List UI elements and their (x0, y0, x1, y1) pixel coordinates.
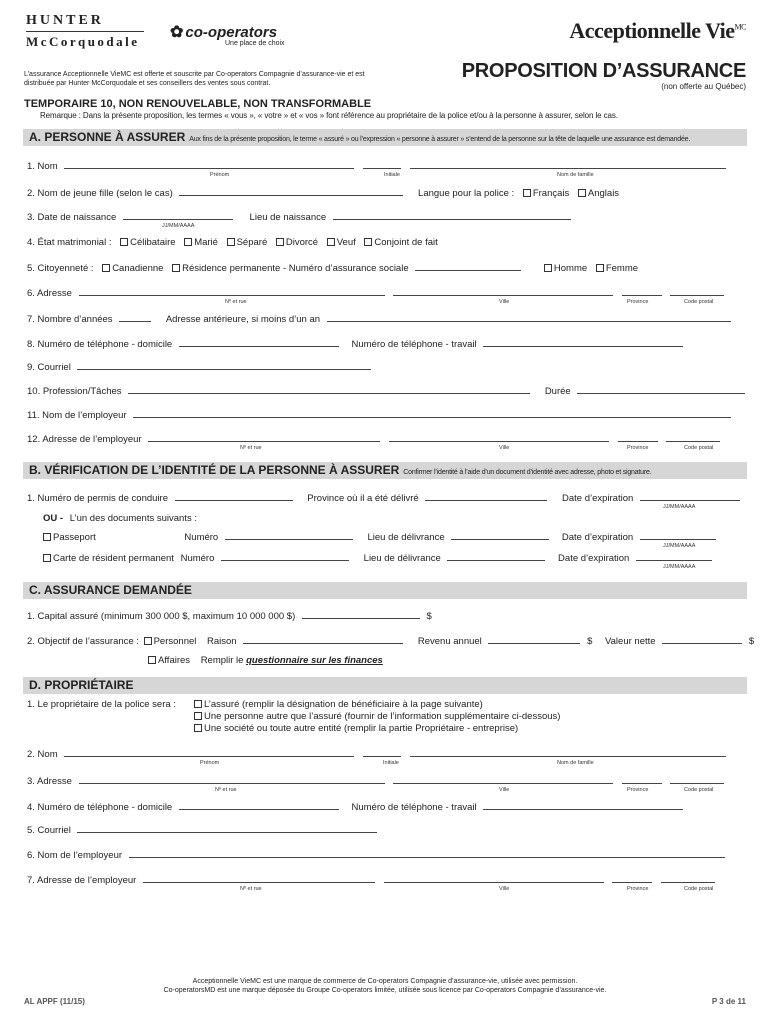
c-row-business (142, 655, 746, 666)
a-years-label: 7. Nombre d’années (27, 314, 113, 325)
caption-province: Province (627, 299, 649, 305)
section-b-note: Confirmer l’identité à l’aide d’un document d’identité avec adresse, photo et signature. (403, 469, 652, 476)
a-citizenship-label: 5. Citoyenneté : (27, 263, 94, 274)
a-initiale-field[interactable] (363, 160, 401, 169)
a-row-profession (27, 385, 746, 397)
b-passport-num-label: Numéro (184, 532, 219, 543)
a-duree-label: Durée (544, 386, 571, 397)
section-c-header (23, 582, 747, 599)
caption-ville: Ville (499, 445, 510, 451)
not-quebec-note: (non offerte au Québec) (661, 82, 746, 91)
a-birthplace-label: Lieu de naissance (249, 212, 327, 223)
caption-prenom: Prénom (200, 760, 220, 766)
b-province-field[interactable] (425, 492, 547, 501)
d-name-label: 2. Nom (27, 749, 58, 760)
a-residence-label: Résidence permanente - Numéro d’assurance sociale (182, 263, 409, 274)
brand-title (569, 18, 746, 44)
caption-nom-famille: Nom de famille (557, 172, 594, 178)
d-postal-field[interactable] (670, 775, 724, 784)
a-divorce-label: Divorcé (285, 237, 319, 248)
section-a-note: Aux fins de la présente proposition, le terme « assuré » ou l’expression « personne à assurer » s’entend de la personne sur la tête de laquelle une assurance est demandée. (189, 136, 691, 143)
d-row-name (27, 748, 746, 766)
caption-postal: Code postal (684, 886, 714, 892)
b-license-field[interactable] (175, 492, 293, 501)
caption-prenom: Prénom (210, 172, 230, 178)
b-pr-card-label: Carte de résident permanent (53, 553, 174, 564)
a-emp-province-field[interactable] (618, 433, 658, 442)
b-row-pr-card (37, 552, 746, 570)
d-emp-street-field[interactable] (143, 874, 375, 883)
a-city-field[interactable] (393, 287, 613, 296)
a-marie-checkbox[interactable] (184, 238, 192, 246)
a-employer-field[interactable] (133, 409, 731, 418)
a-home-phone-field[interactable] (179, 338, 339, 347)
d-opt3-row (188, 723, 746, 734)
c-reason-label: Raison (207, 636, 237, 647)
d-opt1-checkbox[interactable] (194, 700, 202, 708)
hm-logo-line2: McCorquodale (26, 34, 140, 49)
b-pr-exp-label: Date d’expiration (558, 553, 630, 564)
a-address-label: 6. Adresse (27, 288, 72, 299)
d-city-field[interactable] (393, 775, 613, 784)
caption-date: JJ/MM/AAAA (663, 543, 696, 549)
c-row-objective (27, 635, 755, 647)
c-capital-label: 1. Capital assuré (minimum 300 000 $, maximum 10 000 000 $) (27, 611, 296, 622)
section-d-title: D. PROPRIÉTAIRE (29, 678, 134, 692)
d-province-field[interactable] (622, 775, 662, 784)
b-province-label: Province où il a été délivré (307, 493, 419, 504)
d-opt3-label: Une société ou toute autre entité (remplir la partie Propriétaire - entreprise) (204, 723, 519, 734)
d-address-label: 3. Adresse (27, 776, 72, 787)
a-email-label: 9. Courriel (27, 362, 71, 373)
b-pr-num-field[interactable] (221, 552, 349, 561)
a-prev-address-field[interactable] (327, 313, 731, 322)
a-femme-checkbox[interactable] (596, 264, 604, 272)
a-canadienne-checkbox[interactable] (102, 264, 110, 272)
c-remplir-label: Remplir le (200, 655, 244, 666)
caption-ville: Ville (499, 299, 510, 305)
a-row-address (27, 287, 746, 305)
a-emp-postal-field[interactable] (666, 433, 720, 442)
b-or-label: OU - (43, 513, 64, 524)
a-duree-field[interactable] (577, 385, 745, 394)
a-row-employer-address (27, 433, 746, 451)
b-passport-exp-label: Date d’expiration (561, 532, 634, 543)
a-birthdate-field[interactable] (123, 211, 233, 220)
a-francais-label: Français (532, 188, 570, 199)
a-residence-checkbox[interactable] (172, 264, 180, 272)
co-operators-logo (170, 22, 285, 47)
d-opt2-row (188, 711, 746, 722)
d-employer-address-label: 7. Adresse de l’employeur (27, 875, 137, 886)
caption-ville: Ville (499, 886, 510, 892)
section-a-title: A. PERSONNE À ASSURER (29, 130, 186, 144)
a-work-phone-field[interactable] (483, 338, 683, 347)
caption-nom-famille: Nom de famille (557, 760, 594, 766)
a-homme-label: Homme (553, 263, 588, 274)
a-row-marital (27, 237, 746, 248)
b-pr-exp-field[interactable] (636, 552, 712, 561)
b-or-text: L’un des documents suivants : (69, 513, 197, 524)
caption-initiale: Initiale (383, 760, 399, 766)
b-pr-card-checkbox[interactable] (43, 554, 51, 562)
a-conjoint-checkbox[interactable] (364, 238, 372, 246)
d-owner-label: 1. Le propriétaire de la police sera : (27, 699, 176, 710)
a-profession-label: 10. Profession/Tâches (27, 386, 122, 397)
a-row-citizenship (27, 262, 746, 274)
a-anglais-checkbox[interactable] (578, 189, 586, 197)
c-capital-field[interactable] (302, 610, 420, 619)
form-code: AL APPF (11/15) (24, 997, 85, 1006)
c-networth-label: Valeur nette (605, 636, 656, 647)
d-emp-province-field[interactable] (612, 874, 652, 883)
a-emp-street-field[interactable] (148, 433, 380, 442)
a-veuf-checkbox[interactable] (327, 238, 335, 246)
section-b-title: B. VÉRIFICATION DE L’IDENTITÉ DE LA PERSONNE À ASSURER (29, 463, 400, 477)
c-reason-field[interactable] (243, 635, 403, 644)
b-passport-place-label: Lieu de délivrance (367, 532, 445, 543)
caption-date: JJ/MM/AAAA (162, 223, 195, 229)
a-province-field[interactable] (622, 287, 662, 296)
d-prenom-field[interactable] (64, 748, 354, 757)
section-d-header (23, 677, 747, 694)
c-networth-field[interactable] (662, 635, 742, 644)
b-pr-place-field[interactable] (447, 552, 545, 561)
product-title: TEMPORAIRE 10, NON RENOUVELABLE, NON TRANSFORMABLE (24, 98, 372, 110)
a-separe-label: Séparé (236, 237, 268, 248)
a-email-field[interactable] (77, 361, 371, 370)
a-row-employer (27, 409, 746, 421)
a-femme-label: Femme (605, 263, 639, 274)
a-row-years (27, 313, 746, 325)
a-prenom-field[interactable] (64, 160, 354, 169)
intro-text: L’assurance Acceptionnelle VieMC est offerte et souscrite par Co-operators Compagnie d’assurance-vie et est distribuée par Hunter McCorquodale et ses conseillers des ventes sous contrat. (24, 71, 365, 88)
d-opt2-label: Une personne autre que l’assuré (fournir de l’information supplémentaire ci-dessous) (204, 711, 561, 722)
b-passport-num-field[interactable] (225, 531, 353, 540)
c-row-capital (27, 610, 746, 622)
section-c-title: C. ASSURANCE DEMANDÉE (29, 583, 192, 597)
caption-province: Province (627, 445, 649, 451)
a-profession-field[interactable] (128, 385, 530, 394)
b-passport-place-field[interactable] (451, 531, 549, 540)
caption-date: JJ/MM/AAAA (663, 564, 696, 570)
caption-rue: Nº et rue (240, 445, 262, 451)
a-nas-field[interactable] (415, 262, 521, 271)
footer-line1: Acceptionnelle VieMC est une marque de commerce de Co-operators Compagnie d’assurance-vie, utilisée avec permission. (192, 978, 578, 985)
d-work-phone-label: Numéro de téléphone - travail (351, 802, 477, 813)
brand-mark: MC (734, 22, 746, 32)
a-employer-label: 11. Nom de l’employeur (27, 410, 127, 421)
hm-logo-line1: HUNTER (26, 13, 104, 28)
d-employer-field[interactable] (129, 849, 725, 858)
c-income-dollar: $ (587, 636, 593, 647)
b-passport-exp-field[interactable] (640, 531, 716, 540)
b-row-license (27, 492, 746, 510)
a-row-birth (27, 211, 746, 229)
a-row-maiden (27, 187, 746, 199)
a-francais-checkbox[interactable] (523, 189, 531, 197)
b-license-label: 1. Numéro de permis de conduire (27, 493, 168, 504)
page-title: PROPOSITION D’ASSURANCE (461, 60, 746, 82)
d-initiale-field[interactable] (363, 748, 401, 757)
a-conjoint-label: Conjoint de fait (374, 237, 438, 248)
caption-initiale: Initiale (384, 172, 400, 178)
d-home-phone-field[interactable] (179, 801, 339, 810)
a-celibataire-label: Célibataire (130, 237, 176, 248)
a-marie-label: Marié (194, 237, 218, 248)
a-emp-city-field[interactable] (389, 433, 609, 442)
a-work-phone-label: Numéro de téléphone - travail (351, 339, 477, 350)
d-emp-postal-field[interactable] (661, 874, 715, 883)
c-objective-label: 2. Objectif de l’assurance : (27, 636, 139, 647)
caption-date: JJ/MM/AAAA (663, 504, 696, 510)
caption-rue: Nº et rue (225, 299, 247, 305)
footer-line2: Co-operatorsMD est une marque déposée du Groupe Co-operators limitée, utilisée sous licence par Co-operators Compagnie d’assurance-vie. (163, 987, 607, 995)
coop-tagline: Une place de choix (225, 40, 285, 47)
a-marital-label: 4. État matrimonial : (27, 237, 112, 248)
a-separe-checkbox[interactable] (227, 238, 235, 246)
d-opt2-checkbox[interactable] (194, 712, 202, 720)
a-divorce-checkbox[interactable] (276, 238, 284, 246)
b-pr-num-label: Numéro (180, 553, 215, 564)
d-row-employer (27, 849, 746, 861)
a-street-field[interactable] (79, 287, 385, 296)
c-affaires-checkbox[interactable] (148, 656, 156, 664)
a-maiden-field[interactable] (179, 187, 403, 196)
c-questionnaire-link[interactable]: questionnaire sur les finances (246, 655, 383, 666)
d-home-phone-label: 4. Numéro de téléphone - domicile (27, 802, 173, 813)
c-capital-dollar: $ (426, 611, 432, 622)
d-row-phone (27, 801, 746, 813)
a-veuf-label: Veuf (336, 237, 356, 248)
section-b-header (23, 462, 747, 479)
caption-rue: Nº et rue (215, 787, 237, 793)
a-row-email (27, 361, 746, 373)
b-exp-field[interactable] (640, 492, 740, 501)
d-opt3-checkbox[interactable] (194, 724, 202, 732)
d-nom-famille-field[interactable] (410, 748, 726, 757)
caption-rue: Nº et rue (240, 886, 262, 892)
a-maiden-label: 2. Nom de jeune fille (selon le cas) (27, 188, 173, 199)
d-row-email (27, 824, 746, 836)
a-name-label: 1. Nom (27, 161, 58, 172)
caption-postal: Code postal (684, 299, 714, 305)
d-email-field[interactable] (77, 824, 377, 833)
a-langue-label: Langue pour la police : (418, 188, 515, 199)
a-years-field[interactable] (119, 313, 151, 322)
a-homme-checkbox[interactable] (544, 264, 552, 272)
caption-province: Province (627, 787, 649, 793)
d-row-address (27, 775, 746, 793)
caption-postal: Code postal (684, 445, 714, 451)
d-opt1-label: L’assuré (remplir la désignation de bénéficiaire à la page suivante) (204, 699, 483, 710)
c-income-field[interactable] (488, 635, 580, 644)
caption-ville: Ville (499, 787, 510, 793)
d-street-field[interactable] (79, 775, 385, 784)
b-row-or (43, 513, 746, 524)
caption-province: Province (627, 886, 649, 892)
a-nom-famille-field[interactable] (410, 160, 726, 169)
d-opt1-row (188, 699, 746, 710)
d-employer-label: 6. Nom de l’employeur (27, 850, 123, 861)
b-exp-label: Date d’expiration (561, 493, 634, 504)
c-affaires-label: Affaires (158, 655, 191, 666)
page-number: P 3 de 11 (711, 997, 746, 1006)
remark-text: Remarque : Dans la présente proposition, les termes « vous », « votre » et « vos » font référence au propriétaire de la police et/ou à la personne à assurer, selon le cas. (40, 111, 618, 120)
a-home-phone-label: 8. Numéro de téléphone - domicile (27, 339, 173, 350)
c-personnel-label: Personnel (153, 636, 197, 647)
coop-name: co-operators (185, 24, 278, 41)
d-row-employer-address (27, 874, 746, 892)
b-passport-label: Passeport (53, 532, 96, 543)
a-canadienne-label: Canadienne (112, 263, 164, 274)
caption-postal: Code postal (684, 787, 714, 793)
section-a-header (23, 129, 747, 146)
a-birthdate-label: 3. Date de naissance (27, 212, 117, 223)
a-prev-address-label: Adresse antérieure, si moins d’un an (165, 314, 321, 325)
d-emp-city-field[interactable] (384, 874, 604, 883)
c-income-label: Revenu annuel (417, 636, 482, 647)
a-postal-field[interactable] (670, 287, 724, 296)
d-work-phone-field[interactable] (483, 801, 683, 810)
hunter-mccorquodale-logo (26, 14, 144, 48)
b-passport-checkbox[interactable] (43, 533, 51, 541)
a-employer-address-label: 12. Adresse de l’employeur (27, 434, 142, 445)
c-networth-dollar: $ (748, 636, 755, 647)
b-pr-place-label: Lieu de délivrance (363, 553, 441, 564)
a-birthplace-field[interactable] (333, 211, 571, 220)
c-personnel-checkbox[interactable] (144, 637, 152, 645)
a-row-phone (27, 338, 746, 350)
a-celibataire-checkbox[interactable] (120, 238, 128, 246)
a-anglais-label: Anglais (587, 188, 620, 199)
brand-name: Acceptionnelle Vie (569, 18, 735, 43)
co-operators-emblem-icon: ✿ (170, 24, 184, 41)
a-row-name (27, 160, 746, 178)
b-row-passport (37, 531, 746, 549)
footer-trademarks (0, 977, 770, 996)
d-email-label: 5. Courriel (27, 825, 71, 836)
